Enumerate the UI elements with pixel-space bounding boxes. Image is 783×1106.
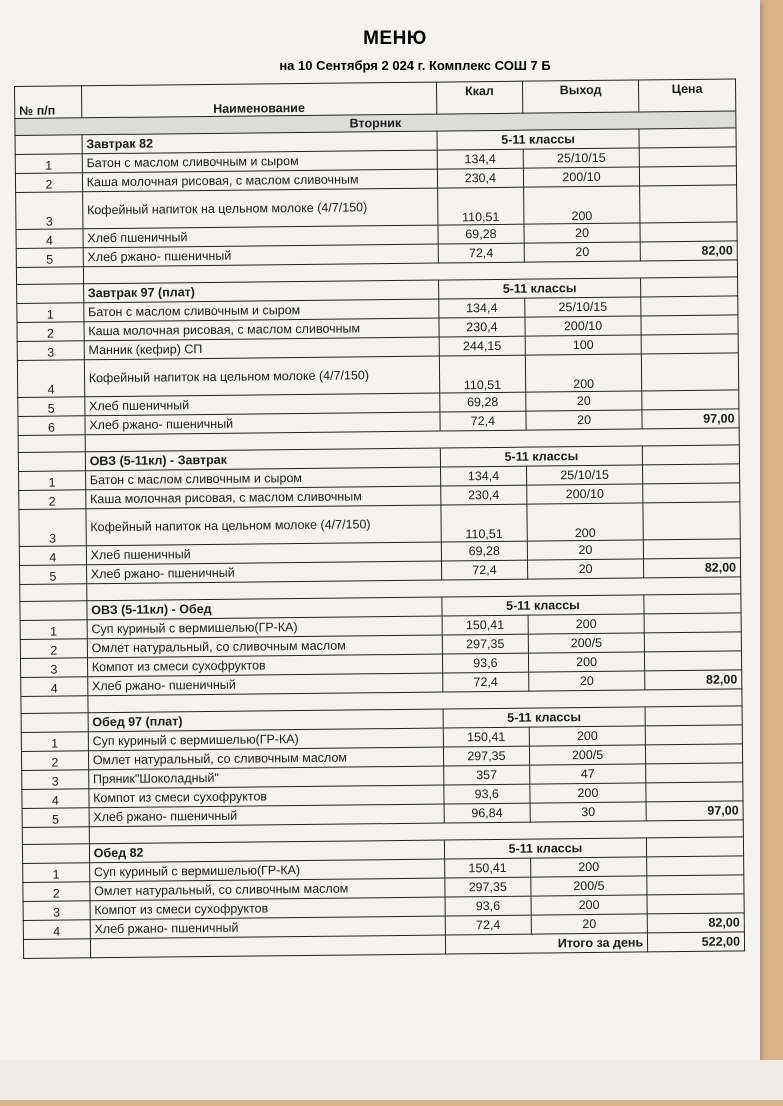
item-output: 200/5 (528, 633, 644, 653)
section-classes: 5-11 классы (440, 446, 642, 467)
section-price-cell (639, 128, 736, 148)
item-price-cell (647, 875, 744, 895)
item-name: Хлеб ржано- пшеничный (83, 244, 438, 267)
spacer-cell (21, 696, 88, 714)
section-classes: 5-11 классы (444, 838, 646, 859)
item-output: 20 (526, 391, 642, 411)
item-number: 3 (16, 192, 83, 230)
item-number: 4 (19, 546, 86, 566)
section-price-cell (645, 706, 742, 726)
item-price-cell (646, 744, 743, 764)
item-kcal: 72,4 (438, 243, 524, 263)
item-name: Хлеб пшеничный (83, 225, 438, 248)
item-number: 5 (18, 397, 85, 417)
item-output: 200 (528, 614, 644, 634)
item-kcal: 69,28 (441, 541, 527, 561)
item-price-cell (641, 353, 738, 391)
item-number: 1 (15, 154, 82, 174)
section-total: 82,00 (645, 670, 742, 690)
col-header-kcal: Ккал (436, 81, 522, 114)
item-price-cell (643, 464, 740, 484)
item-output: 47 (530, 764, 646, 784)
item-name: Компот из смеси сухофруктов (90, 897, 445, 920)
section-title: Обед 97 (плат) (88, 709, 443, 732)
item-price-cell (640, 222, 737, 242)
item-kcal: 150,41 (442, 615, 528, 635)
item-kcal: 72,4 (442, 672, 528, 692)
item-name: Каша молочная рисовая, с маслом сливочным (84, 318, 439, 341)
item-output: 20 (529, 671, 645, 691)
item-price-cell (641, 315, 738, 335)
section-price-cell (642, 445, 739, 465)
item-price-cell (646, 782, 743, 802)
section-total: 97,00 (646, 801, 743, 821)
item-output: 25/10/15 (525, 297, 641, 317)
item-output: 200/5 (531, 876, 647, 896)
item-number: 4 (21, 677, 88, 697)
item-price-cell (645, 725, 742, 745)
section-classes: 5-11 классы (437, 129, 639, 150)
total-empty-cell (90, 935, 445, 958)
item-number: 1 (19, 471, 86, 491)
item-name: Каша молочная рисовая, с маслом сливочным (85, 486, 440, 509)
item-number: 2 (23, 882, 90, 902)
item-kcal: 72,4 (445, 915, 531, 935)
item-kcal: 69,28 (440, 392, 526, 412)
item-number: 1 (23, 863, 90, 883)
item-output: 200/10 (525, 316, 641, 336)
menu-sheet (14, 78, 745, 959)
section-num-cell (22, 844, 89, 864)
item-kcal: 134,4 (439, 298, 525, 318)
item-kcal: 150,41 (443, 727, 529, 747)
spacer-cell (22, 827, 89, 845)
item-kcal: 134,4 (437, 149, 523, 169)
item-kcal: 72,4 (440, 411, 526, 431)
item-kcal: 297,35 (445, 877, 531, 897)
section-title: Завтрак 97 (плат) (83, 280, 438, 303)
item-number: 4 (17, 360, 84, 398)
item-kcal: 96,84 (444, 803, 530, 823)
item-price-cell (643, 502, 740, 540)
item-price-cell (644, 632, 741, 652)
section-title: ОВЗ (5-11кл) - Обед (87, 597, 442, 620)
spacer-cell (20, 584, 87, 602)
item-name: Хлеб пшеничный (84, 393, 439, 416)
item-output: 200/10 (527, 484, 643, 504)
section-total: 82,00 (640, 241, 737, 261)
item-name: Компот из смеси сухофруктов (89, 785, 444, 808)
item-name: Компот из смеси сухофруктов (87, 654, 442, 677)
item-kcal: 230,4 (441, 485, 527, 505)
item-output: 20 (527, 559, 643, 579)
item-output: 20 (531, 914, 647, 934)
item-number: 1 (17, 303, 84, 323)
item-number: 2 (20, 639, 87, 659)
item-name: Кофейный напиток на цельном молоке (4/7/150) (86, 505, 441, 546)
item-kcal: 230,4 (437, 168, 523, 188)
item-number: 5 (20, 565, 87, 585)
item-output: 200 (527, 503, 644, 541)
item-name: Хлеб ржано- пшеничный (85, 412, 440, 435)
item-price-cell (646, 763, 743, 783)
section-num-cell (21, 713, 88, 733)
item-number: 6 (18, 416, 85, 436)
item-number: 3 (17, 341, 84, 361)
item-number: 5 (22, 808, 89, 828)
section-price-cell (647, 837, 744, 857)
item-name: Омлет натуральный, со сливочным маслом (88, 747, 443, 770)
section-title: ОВЗ (5-11кл) - Завтрак (85, 448, 440, 471)
section-num-cell (17, 284, 84, 304)
item-kcal: 93,6 (444, 784, 530, 804)
section-price-cell (644, 594, 741, 614)
spacer-cell (18, 435, 85, 453)
item-price-cell (645, 651, 742, 671)
day-label: Вторник (15, 111, 736, 136)
item-price-cell (640, 185, 737, 223)
item-name: Суп куриный с вермишелью(ГР-КА) (88, 728, 443, 751)
item-output: 20 (526, 410, 642, 430)
section-price-cell (641, 277, 738, 297)
item-kcal: 93,6 (445, 896, 531, 916)
section-total: 82,00 (644, 558, 741, 578)
item-name: Суп куриный с вермишелью(ГР-КА) (87, 616, 442, 639)
item-number: 4 (16, 229, 83, 249)
item-kcal: 357 (443, 765, 529, 785)
item-name: Хлеб ржано- пшеничный (87, 673, 442, 696)
col-header-num: № п/п (15, 86, 82, 119)
item-kcal: 110,51 (439, 355, 525, 393)
item-number: 4 (22, 789, 89, 809)
section-title: Обед 82 (89, 840, 444, 863)
item-price-cell (639, 147, 736, 167)
section-title: Завтрак 82 (82, 131, 437, 154)
menu-table (14, 78, 745, 959)
item-number: 2 (19, 490, 86, 510)
col-header-price: Цена (639, 79, 736, 112)
section-classes: 5-11 классы (443, 707, 645, 728)
day-total-label: Итого за день (445, 933, 647, 954)
item-output: 200 (530, 783, 646, 803)
item-output: 25/10/15 (526, 465, 642, 485)
item-kcal: 69,28 (438, 224, 524, 244)
item-name: Омлет натуральный, со сливочным маслом (87, 635, 442, 658)
item-number: 3 (23, 901, 90, 921)
item-name: Батон с маслом сливочным и сыром (85, 467, 440, 490)
item-kcal: 297,35 (443, 746, 529, 766)
item-price-cell (643, 483, 740, 503)
item-number: 1 (21, 732, 88, 752)
item-price-cell (641, 334, 738, 354)
item-name: Хлеб ржано- пшеничный (90, 916, 445, 939)
col-header-name: Наименование (81, 82, 436, 118)
item-output: 20 (524, 223, 640, 243)
item-output: 200/5 (529, 745, 645, 765)
item-number: 3 (19, 509, 86, 547)
item-output: 30 (530, 802, 646, 822)
item-price-cell (647, 894, 744, 914)
item-name: Хлеб пшеничный (86, 542, 441, 565)
item-output: 100 (525, 335, 641, 355)
item-name: Хлеб ржано- пшеничный (86, 561, 441, 584)
item-name: Батон с маслом сливочным и сыром (83, 299, 438, 322)
item-number: 2 (17, 322, 84, 342)
item-output: 20 (524, 242, 640, 262)
section-num-cell (20, 601, 87, 621)
item-output: 200 (531, 857, 647, 877)
item-kcal: 230,4 (439, 317, 525, 337)
item-kcal: 244,15 (439, 336, 525, 356)
section-classes: 5-11 классы (438, 278, 640, 299)
item-price-cell (642, 390, 739, 410)
item-kcal: 93,6 (442, 653, 528, 673)
item-output: 200 (529, 726, 645, 746)
total-empty-cell (23, 939, 90, 959)
item-kcal: 134,4 (440, 466, 526, 486)
item-name: Кофейный напиток на цельном молоке (4/7/150) (84, 356, 439, 397)
item-kcal: 297,35 (442, 634, 528, 654)
item-kcal: 110,51 (441, 504, 527, 542)
item-name: Суп куриный с вермишелью(ГР-КА) (89, 859, 444, 882)
col-header-output: Выход (522, 80, 639, 113)
item-name: Манник (кефир) СП (84, 337, 439, 360)
item-name: Хлеб ржано- пшеничный (89, 804, 444, 827)
menu-table-body (15, 111, 745, 959)
item-number: 2 (15, 173, 82, 193)
spacer-cell (16, 267, 83, 285)
item-output: 25/10/15 (523, 148, 639, 168)
section-classes: 5-11 классы (442, 595, 644, 616)
item-name: Омлет натуральный, со сливочным маслом (90, 878, 445, 901)
item-name: Батон с маслом сливочным и сыром (82, 150, 437, 173)
item-name: Каша молочная рисовая, с маслом сливочным (82, 169, 437, 192)
menu-title: МЕНЮ (363, 28, 427, 49)
section-num-cell (15, 135, 82, 155)
item-kcal: 150,41 (444, 858, 530, 878)
paper-edge (0, 1060, 783, 1100)
section-total: 97,00 (642, 409, 739, 429)
item-output: 200/10 (523, 167, 639, 187)
item-output: 200 (531, 895, 647, 915)
item-output: 200 (525, 354, 642, 392)
section-num-cell (18, 452, 85, 472)
menu-header (0, 28, 760, 73)
day-total-value: 522,00 (648, 932, 745, 952)
menu-subtitle: на 10 Сентября 2 024 г. Комплекс СОШ 7 Б (279, 58, 551, 73)
item-number: 3 (20, 658, 87, 678)
item-output: 200 (528, 652, 644, 672)
item-kcal: 72,4 (441, 560, 527, 580)
section-total: 82,00 (647, 913, 744, 933)
item-number: 4 (23, 920, 90, 940)
item-price-cell (641, 296, 738, 316)
item-number: 3 (22, 770, 89, 790)
item-kcal: 110,51 (437, 187, 523, 225)
item-name: Кофейный напиток на цельном молоке (4/7/150) (82, 188, 437, 229)
item-output: 20 (527, 540, 643, 560)
item-output: 200 (523, 186, 640, 224)
item-number: 2 (21, 751, 88, 771)
item-price-cell (643, 539, 740, 559)
item-price-cell (647, 856, 744, 876)
item-price-cell (644, 613, 741, 633)
item-number: 5 (16, 248, 83, 268)
item-name: Пряник"Шоколадный" (88, 766, 443, 789)
item-number: 1 (20, 620, 87, 640)
item-price-cell (640, 166, 737, 186)
